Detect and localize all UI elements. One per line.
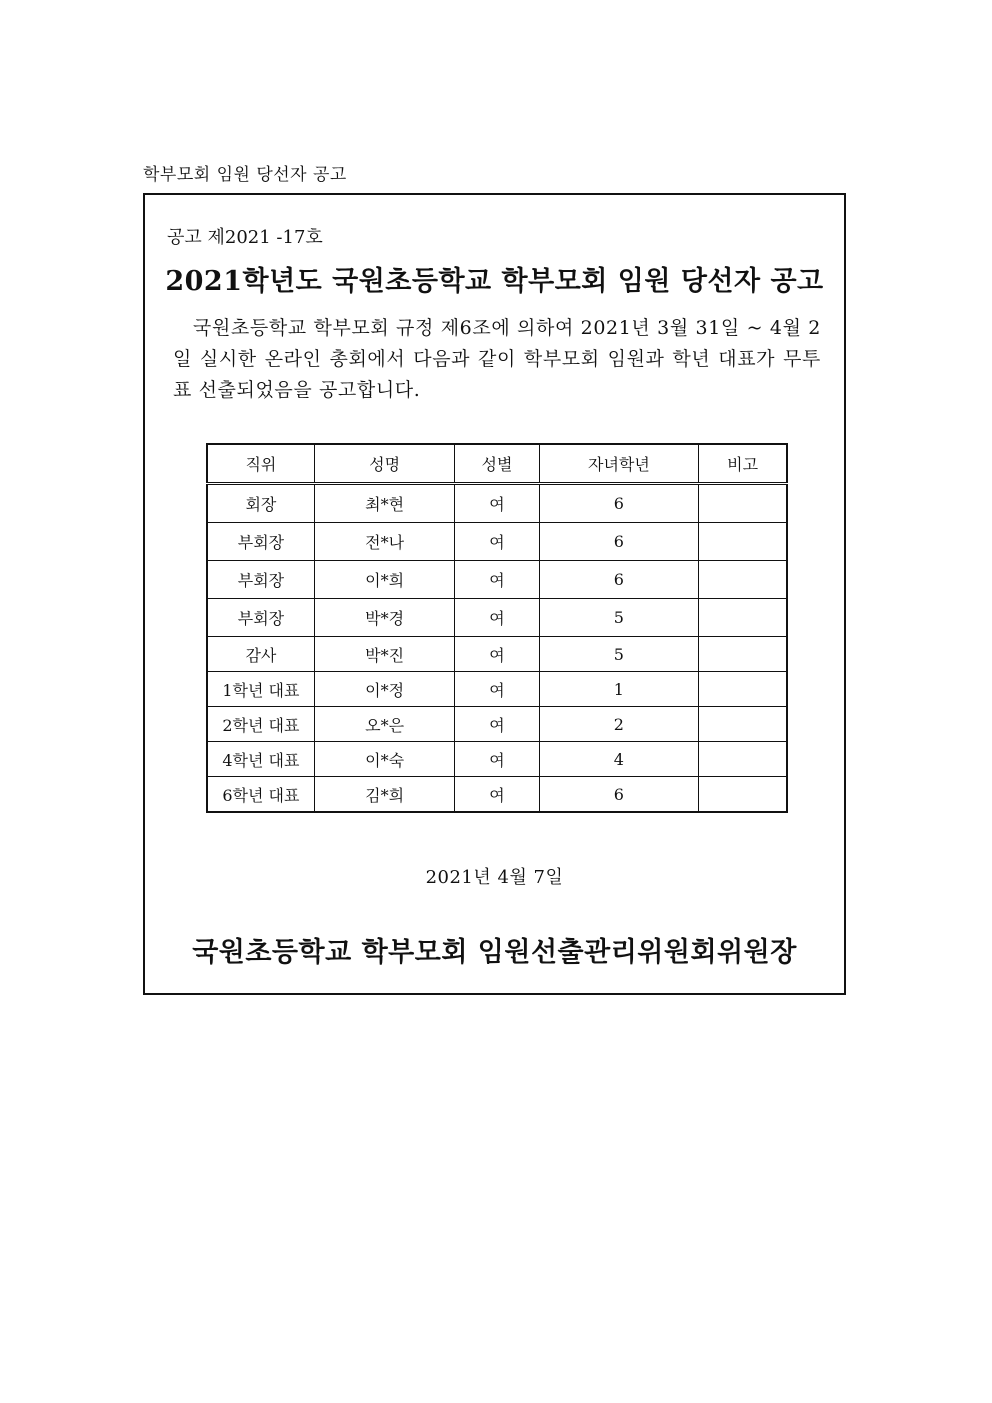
- header-remarks: 비고: [699, 444, 787, 484]
- cell-child-grade: 2: [539, 707, 699, 742]
- table-row: [207, 672, 787, 707]
- cell-name: 최*현: [314, 484, 454, 523]
- cell-gender: 여: [455, 561, 539, 599]
- cell-position: 부회장: [207, 599, 314, 637]
- cell-position: 6학년 대표: [207, 777, 314, 813]
- cell-remarks: [699, 599, 787, 637]
- cell-remarks: [699, 484, 787, 523]
- cell-gender: 여: [455, 599, 539, 637]
- cell-child-grade: 6: [539, 561, 699, 599]
- cell-name: 김*희: [314, 777, 454, 813]
- cell-name: 전*나: [314, 523, 454, 561]
- cell-child-grade: 6: [539, 484, 699, 523]
- notice-number: 공고 제2021 -17호: [167, 227, 323, 248]
- table-row: [207, 484, 787, 523]
- table-header-row: [207, 444, 787, 484]
- cell-position: 부회장: [207, 561, 314, 599]
- cell-name: 박*진: [314, 637, 454, 672]
- cell-remarks: [699, 672, 787, 707]
- cell-position: 부회장: [207, 523, 314, 561]
- table-row: [207, 637, 787, 672]
- cell-name: 이*희: [314, 561, 454, 599]
- cell-gender: 여: [455, 777, 539, 813]
- notice-body: 국원초등학교 학부모회 규정 제6조에 의하여 2021년 3월 31일 ~ 4월 2일 실시한 온라인 총회에서 다음과 같이 학부모회 임원과 학년 대표가 무투표 선출되었음을 공고합니다.: [173, 317, 821, 401]
- cell-remarks: [699, 561, 787, 599]
- cell-remarks: [699, 777, 787, 813]
- cell-gender: 여: [455, 672, 539, 707]
- header-name: 성명: [314, 444, 454, 484]
- document-label: 학부모회 임원 당선자 공고: [143, 165, 347, 185]
- notice-title: 2021학년도 국원초등학교 학부모회 임원 당선자 공고: [165, 266, 824, 297]
- cell-position: 4학년 대표: [207, 742, 314, 777]
- table-row: [207, 742, 787, 777]
- header-position: 직위: [207, 444, 314, 484]
- cell-remarks: [699, 523, 787, 561]
- cell-gender: 여: [455, 484, 539, 523]
- cell-gender: 여: [455, 523, 539, 561]
- cell-child-grade: 5: [539, 637, 699, 672]
- cell-position: 감사: [207, 637, 314, 672]
- cell-child-grade: 6: [539, 523, 699, 561]
- table-row: [207, 777, 787, 813]
- cell-remarks: [699, 637, 787, 672]
- cell-child-grade: 5: [539, 599, 699, 637]
- cell-remarks: [699, 742, 787, 777]
- table-row: [207, 523, 787, 561]
- cell-child-grade: 4: [539, 742, 699, 777]
- notice-box: [143, 193, 846, 995]
- cell-name: 박*경: [314, 599, 454, 637]
- officers-table: [206, 443, 788, 813]
- cell-name: 이*정: [314, 672, 454, 707]
- cell-position: 1학년 대표: [207, 672, 314, 707]
- cell-child-grade: 1: [539, 672, 699, 707]
- cell-gender: 여: [455, 742, 539, 777]
- cell-gender: 여: [455, 707, 539, 742]
- issuer-signature: 국원초등학교 학부모회 임원선출관리위원회위원장: [192, 937, 797, 968]
- header-child-grade: 자녀학년: [539, 444, 699, 484]
- cell-name: 오*은: [314, 707, 454, 742]
- cell-child-grade: 6: [539, 777, 699, 813]
- table-row: [207, 561, 787, 599]
- table-row: [207, 599, 787, 637]
- table-row: [207, 707, 787, 742]
- notice-date: 2021년 4월 7일: [425, 867, 564, 888]
- cell-remarks: [699, 707, 787, 742]
- cell-gender: 여: [455, 637, 539, 672]
- cell-name: 이*숙: [314, 742, 454, 777]
- cell-position: 2학년 대표: [207, 707, 314, 742]
- cell-position: 회장: [207, 484, 314, 523]
- header-gender: 성별: [455, 444, 539, 484]
